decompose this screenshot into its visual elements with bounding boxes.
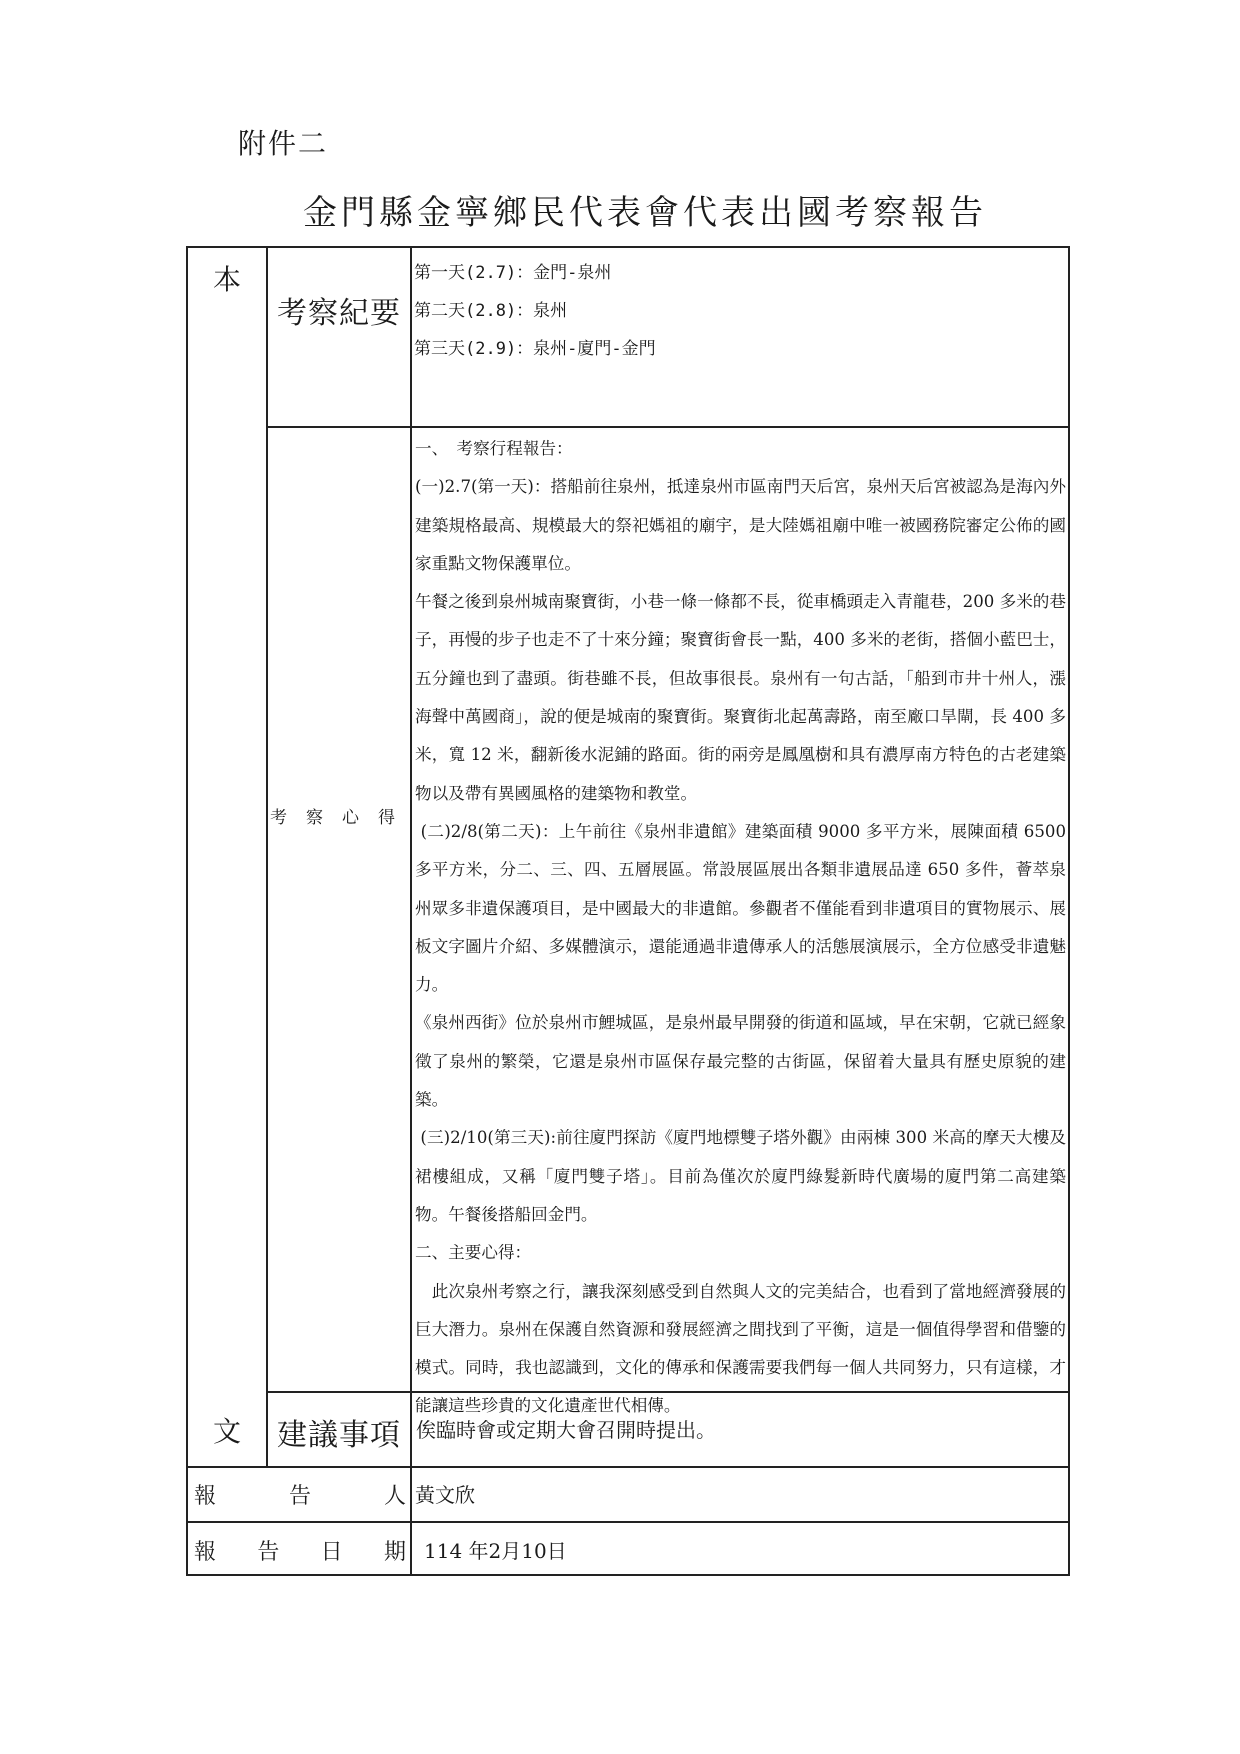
reporter-label-char: 報 [194,1483,217,1509]
insights-heading: 二、主要心得： [415,1243,532,1263]
divider [266,248,268,1466]
suggestions-value: 俟臨時會或定期大會召開時提出。 [416,1418,716,1442]
summary-item: 第二天(2.8)：泉州 [414,301,568,321]
insights-paragraph: 午餐之後到泉州城南聚寶街，小巷一條一條都不長，從車橋頭走入青龍巷，200 多米的巷子，再慢的步子也走不了十來分鐘；聚寶街會長一點，400 多米的老街，搭個小藍巴士，五分鐘也到了盡頭。街巷雖不長，但故事很長。泉州有一句古話，「船到市井十州人，漲海聲中萬國商」，說的便是城南的聚寶街。聚寶街北起萬壽路，南至廠口旱閘，長 400 多米，寬 12 米，翻新後水泥鋪的路面。街的兩旁是鳳凰樹和具有濃厚南方特色的古老建築物以及帶有異國風格的建築物和教堂。 [415,592,1066,803]
report-date-label-char: 告 [257,1539,280,1565]
divider [267,426,1070,428]
reporter-value: 黃文欣 [415,1483,475,1507]
summary-list [414,254,1064,368]
insights-label [268,803,414,828]
report-date-label-char: 期 [383,1539,406,1565]
insights-content [415,430,1072,1426]
reporter-label-char: 告 [288,1483,311,1509]
insights-paragraph: (三)2/10(第三天):前往廈門探訪《廈門地標雙子塔外觀》由兩棟 300 米高的摩天大樓及裙樓組成，又稱「廈門雙子塔」。目前為僅次於廈門綠髮新時代廣場的廈門第二高建築物。午餐後搭船回金門。 [415,1128,1067,1224]
summary-item: 第一天(2.7)：金門-泉州 [414,263,612,283]
document-title: 金門縣金寧鄉民代表會代表出國考察報告 [303,193,987,233]
insights-paragraph: 《泉州西街》位於泉州市鯉城區，是泉州最早開發的街道和區域，早在宋朝，它就已經象徵了泉州的繁榮，它還是泉州市區保存最完整的古街區，保留着大量具有歷史原貌的建築。 [415,1013,1066,1110]
reporter-label [194,1472,406,1516]
report-date-label-char: 報 [194,1539,217,1565]
reporter-label-char: 人 [383,1483,406,1509]
summary-label: 考察紀要 [277,296,401,331]
insights-heading: 一、 考察行程報告： [415,439,573,458]
insights-paragraph: (一)2.7(第一天)：搭船前往泉州，抵達泉州市區南門天后宮，泉州天后宮被認為是海內外建築規格最高、規模最大的祭祀媽祖的廟宇，是大陸媽祖廟中唯一被國務院審定公佈的國家重點文物保護單位。 [415,477,1066,573]
report-date-label-char: 日 [320,1539,343,1565]
summary-item: 第三天(2.9)：泉州-廈門-金門 [414,339,656,359]
suggestions-label: 建議事項 [277,1418,401,1453]
insights-label-text: 考察心得 [270,808,414,828]
report-date-label [194,1527,406,1573]
report-table [186,246,1070,1576]
insights-paragraph: (二)2/8(第二天)：上午前往《泉州非遺館》建築面積 9000 多平方米，展陳面積 6500 多平方米，分二、三、四、五層展區。常設展區展出各類非遺展品達 650 多件，薈萃泉州眾多非遺保護項目，是中國最大的非遺館。參觀者不僅能看到非遺項目的實物展示、展板文字圖片介紹、多媒體演示，還能通過非遺傳承人的活態展演展示，全方位感受非遺魅力。 [415,821,1072,995]
divider [188,1466,1070,1468]
divider [188,1521,1070,1523]
report-date-value: 114 年2月10日 [424,1539,567,1563]
body-section-bottom-char: 文 [212,1415,241,1448]
attachment-label: 附件二 [238,127,329,160]
insights-paragraph: 此次泉州考察之行，讓我深刻感受到自然與人文的完美結合，也看到了當地經濟發展的巨大潛力。泉州在保護自然資源和發展經濟之間找到了平衡，這是一個值得學習和借鑒的模式。同時，我也認識到，文化的傳承和保護需要我們每一個人共同努力，只有這樣，才能讓這些珍貴的文化遺產世代相傳。 [415,1281,1066,1416]
body-section-top-char: 本 [212,263,241,296]
divider [410,248,412,1576]
